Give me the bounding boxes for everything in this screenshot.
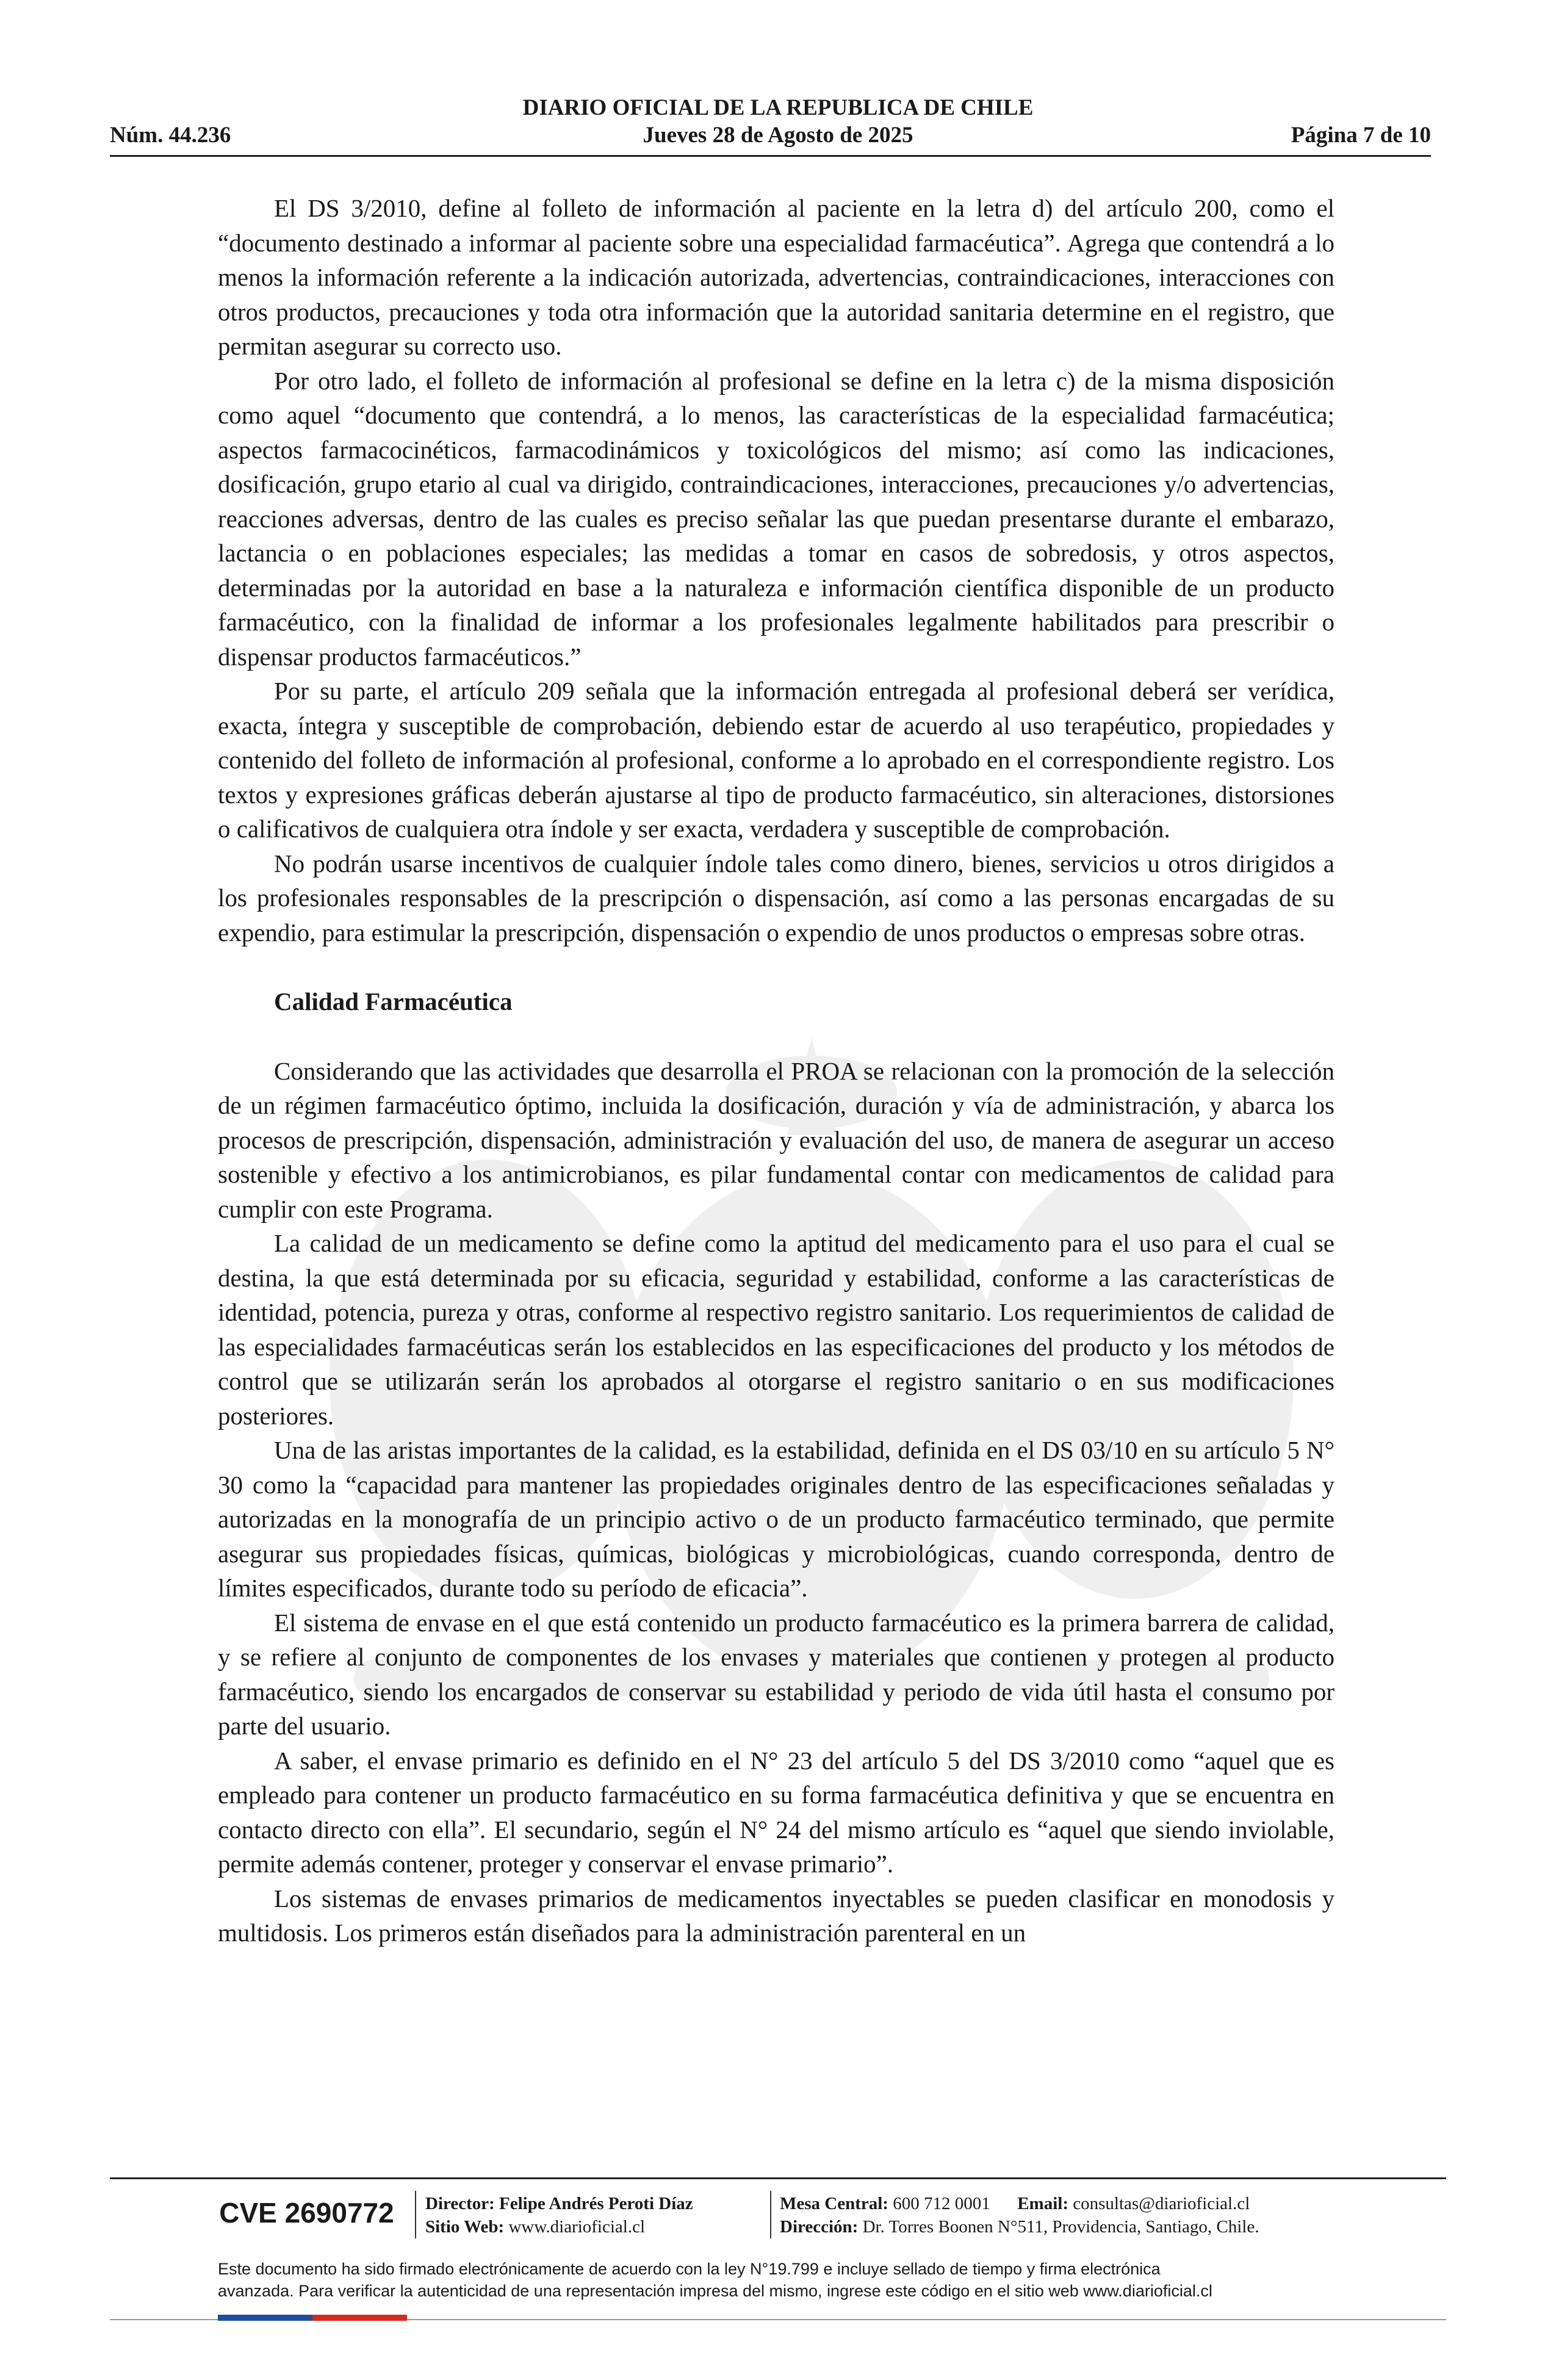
director-line [425, 2192, 693, 2215]
director-name: Felipe Andrés Peroti Díaz [499, 2194, 693, 2213]
address-value: Dr. Torres Boonen N°511, Providencia, Santiago, Chile. [862, 2217, 1259, 2237]
paragraph: La calidad de un medicamento se define como la aptitud del medicamento para el uso para el cual se destina, la que está determinada por su eficacia, seguridad y estabilidad, conforme a las características de identidad, potencia, pureza y otras, conforme al respectivo registro sanitario. Los requerimientos de calidad de las especialidades farmacéuticas serán los establecidos en las especificaciones del producto y los métodos de control que se utilizarán serán los aprobados al otorgarse el registro sanitario o en sus modificaciones posteriores. [218, 1229, 1334, 1430]
issue-date: Jueves 28 de Agosto de 2025 [643, 123, 913, 148]
footer-divider [110, 2177, 1446, 2179]
contact-line [780, 2192, 1250, 2215]
paragraph: Por otro lado, el folleto de información al profesional se define en la letra c) de la misma disposición como aquel “documento que contendrá, a lo menos, las características de la especialidad farmacéutica; aspectos farmacocinéticos, farmacodinámicos y toxicológicos del mismo; así como las indicaciones, dosificación, grupo etario al cual va dirigido, contraindicaciones, interacciones, precauciones y/o advertencias, reacciones adversas, dentro de las cuales es preciso señalar las que puedan presentarse durante el embarazo, lactancia o en poblaciones especiales; las medidas a tomar en casos de sobredosis, y otros aspectos, determinadas por la autoridad en base a la naturaleza e información científica disponible de un producto farmacéutico, con la finalidad de informar a los profesionales legalmente habilitados para prescribir o dispensar productos farmacéuticos.” [218, 366, 1334, 671]
paragraph: Por su parte, el artículo 209 señala que la información entregada al profesional deberá ser verídica, exacta, íntegra y susceptible de comprobación, debiendo estar de acuerdo al uso terapéutico, propiedades y contenido del folleto de información al profesional, conforme a lo aprobado en el correspondiente registro. Los textos y expresiones gráficas deberán ajustarse al tipo de producto farmacéutico, sin alteraciones, distorsiones o calificativos de cualquiera otra índole y ser exacta, verdadera y susceptible de comprobación. [218, 677, 1334, 843]
mesa-label: Mesa Central: [780, 2194, 888, 2213]
footer-separator [415, 2191, 416, 2238]
flag-stripe-blue [218, 2315, 312, 2321]
paragraph: A saber, el envase primario es definido en el N° 23 del artículo 5 del DS 3/2010 como “aquel que es empleado para contener un producto farmacéutico en su forma farmacéutica definitiva y que se encuentra en contacto directo con ella”. El secundario, según el N° 24 del mismo artículo es “aquel que siendo inviolable, permite además contener, proteger y conservar el envase primario”. [218, 1746, 1334, 1878]
paragraph: Considerando que las actividades que desarrolla el PROA se relacionan con la promoción de la selección de un régimen farmacéutico óptimo, incluida la dosificación, duración y vía de administración, y abarca los procesos de prescripción, dispensación, administración y evaluación del uso, de manera de asegurar un acceso sostenible y efectivo a los antimicrobianos, es pilar fundamental contar con medicamentos de calidad para cumplir con este Programa. [218, 1056, 1334, 1223]
website-label: Sitio Web: [425, 2217, 505, 2237]
address-label: Dirección: [780, 2217, 859, 2237]
website-link[interactable]: www.diarioficial.cl [508, 2217, 646, 2237]
section-heading: Calidad Farmacéutica [274, 987, 513, 1015]
website-line [425, 2215, 645, 2238]
paragraph: No podrán usarse incentivos de cualquier índole tales como dinero, bienes, servicios u otros dirigidos a los profesionales responsables de la prescripción o dispensación, así como a las personas encargadas de su expendio, para estimular la prescripción, dispensación o expendio de unos productos o empresas sobre otras. [218, 849, 1334, 947]
header-divider [110, 155, 1431, 157]
director-label: Director: [425, 2194, 495, 2213]
legal-line: Este documento ha sido firmado electrónicamente de acuerdo con la ley N°19.799 e incluye sellado de tiempo y firma electrónica [218, 2260, 1161, 2278]
paragraph: Los sistemas de envases primarios de medicamentos inyectables se pueden clasificar en monodosis y multidosis. Los primeros están diseñados para la administración parenteral en un [218, 1884, 1334, 1947]
legal-notice [218, 2258, 1334, 2302]
paragraph: Una de las aristas importantes de la calidad, es la estabilidad, definida en el DS 03/10 en su artículo 5 N° 30 como la “capacidad para mantener las propiedades originales dentro de las especificaciones señaladas y autorizadas en la monografía de un principio activo o de un producto farmacéutico terminado, que permite asegurar sus propiedades físicas, químicas, biológicas y microbiológicas, cuando corresponda, dentro de límites especificados, durante todo su período de eficacia”. [218, 1436, 1334, 1602]
newspaper-title: DIARIO OFICIAL DE LA REPUBLICA DE CHILE [522, 95, 1034, 120]
issue-number: Núm. 44.236 [110, 123, 231, 148]
flag-stripe-red [312, 2315, 407, 2321]
paragraph: El DS 3/2010, define al folleto de información al paciente en la letra d) del artículo 200, como el “documento destinado a informar al paciente sobre una especialidad farmacéutica”. Agrega que contendrá a lo menos la información referente a la indicación autorizada, advertencias, contraindicaciones, interacciones con otros productos, precauciones y toda otra información que la autoridad sanitaria determine en el registro, que permitan asegurar su correcto uso. [218, 194, 1334, 360]
mesa-phone: 600 712 0001 [893, 2194, 990, 2213]
cve-code: CVE 2690772 [219, 2197, 394, 2229]
email-link[interactable]: consultas@diarioficial.cl [1073, 2194, 1250, 2213]
email-label: Email: [1017, 2194, 1068, 2213]
footer-separator [770, 2191, 771, 2238]
article-body [218, 191, 1334, 1950]
page-number: Página 7 de 10 [1291, 123, 1431, 148]
legal-line: avanzada. Para verificar la autenticidad de una representación impresa del mismo, ingrese este código en el sitio web www.diarioficial.cl [218, 2282, 1212, 2300]
paragraph: El sistema de envase en el que está contenido un producto farmacéutico es la primera barrera de calidad, y se refiere al conjunto de componentes de los envases y materiales que contienen y protegen al producto farmacéutico, siendo los encargados de conservar su estabilidad y periodo de vida útil hasta el consumo por parte del usuario. [218, 1608, 1334, 1740]
address-line [780, 2215, 1259, 2238]
